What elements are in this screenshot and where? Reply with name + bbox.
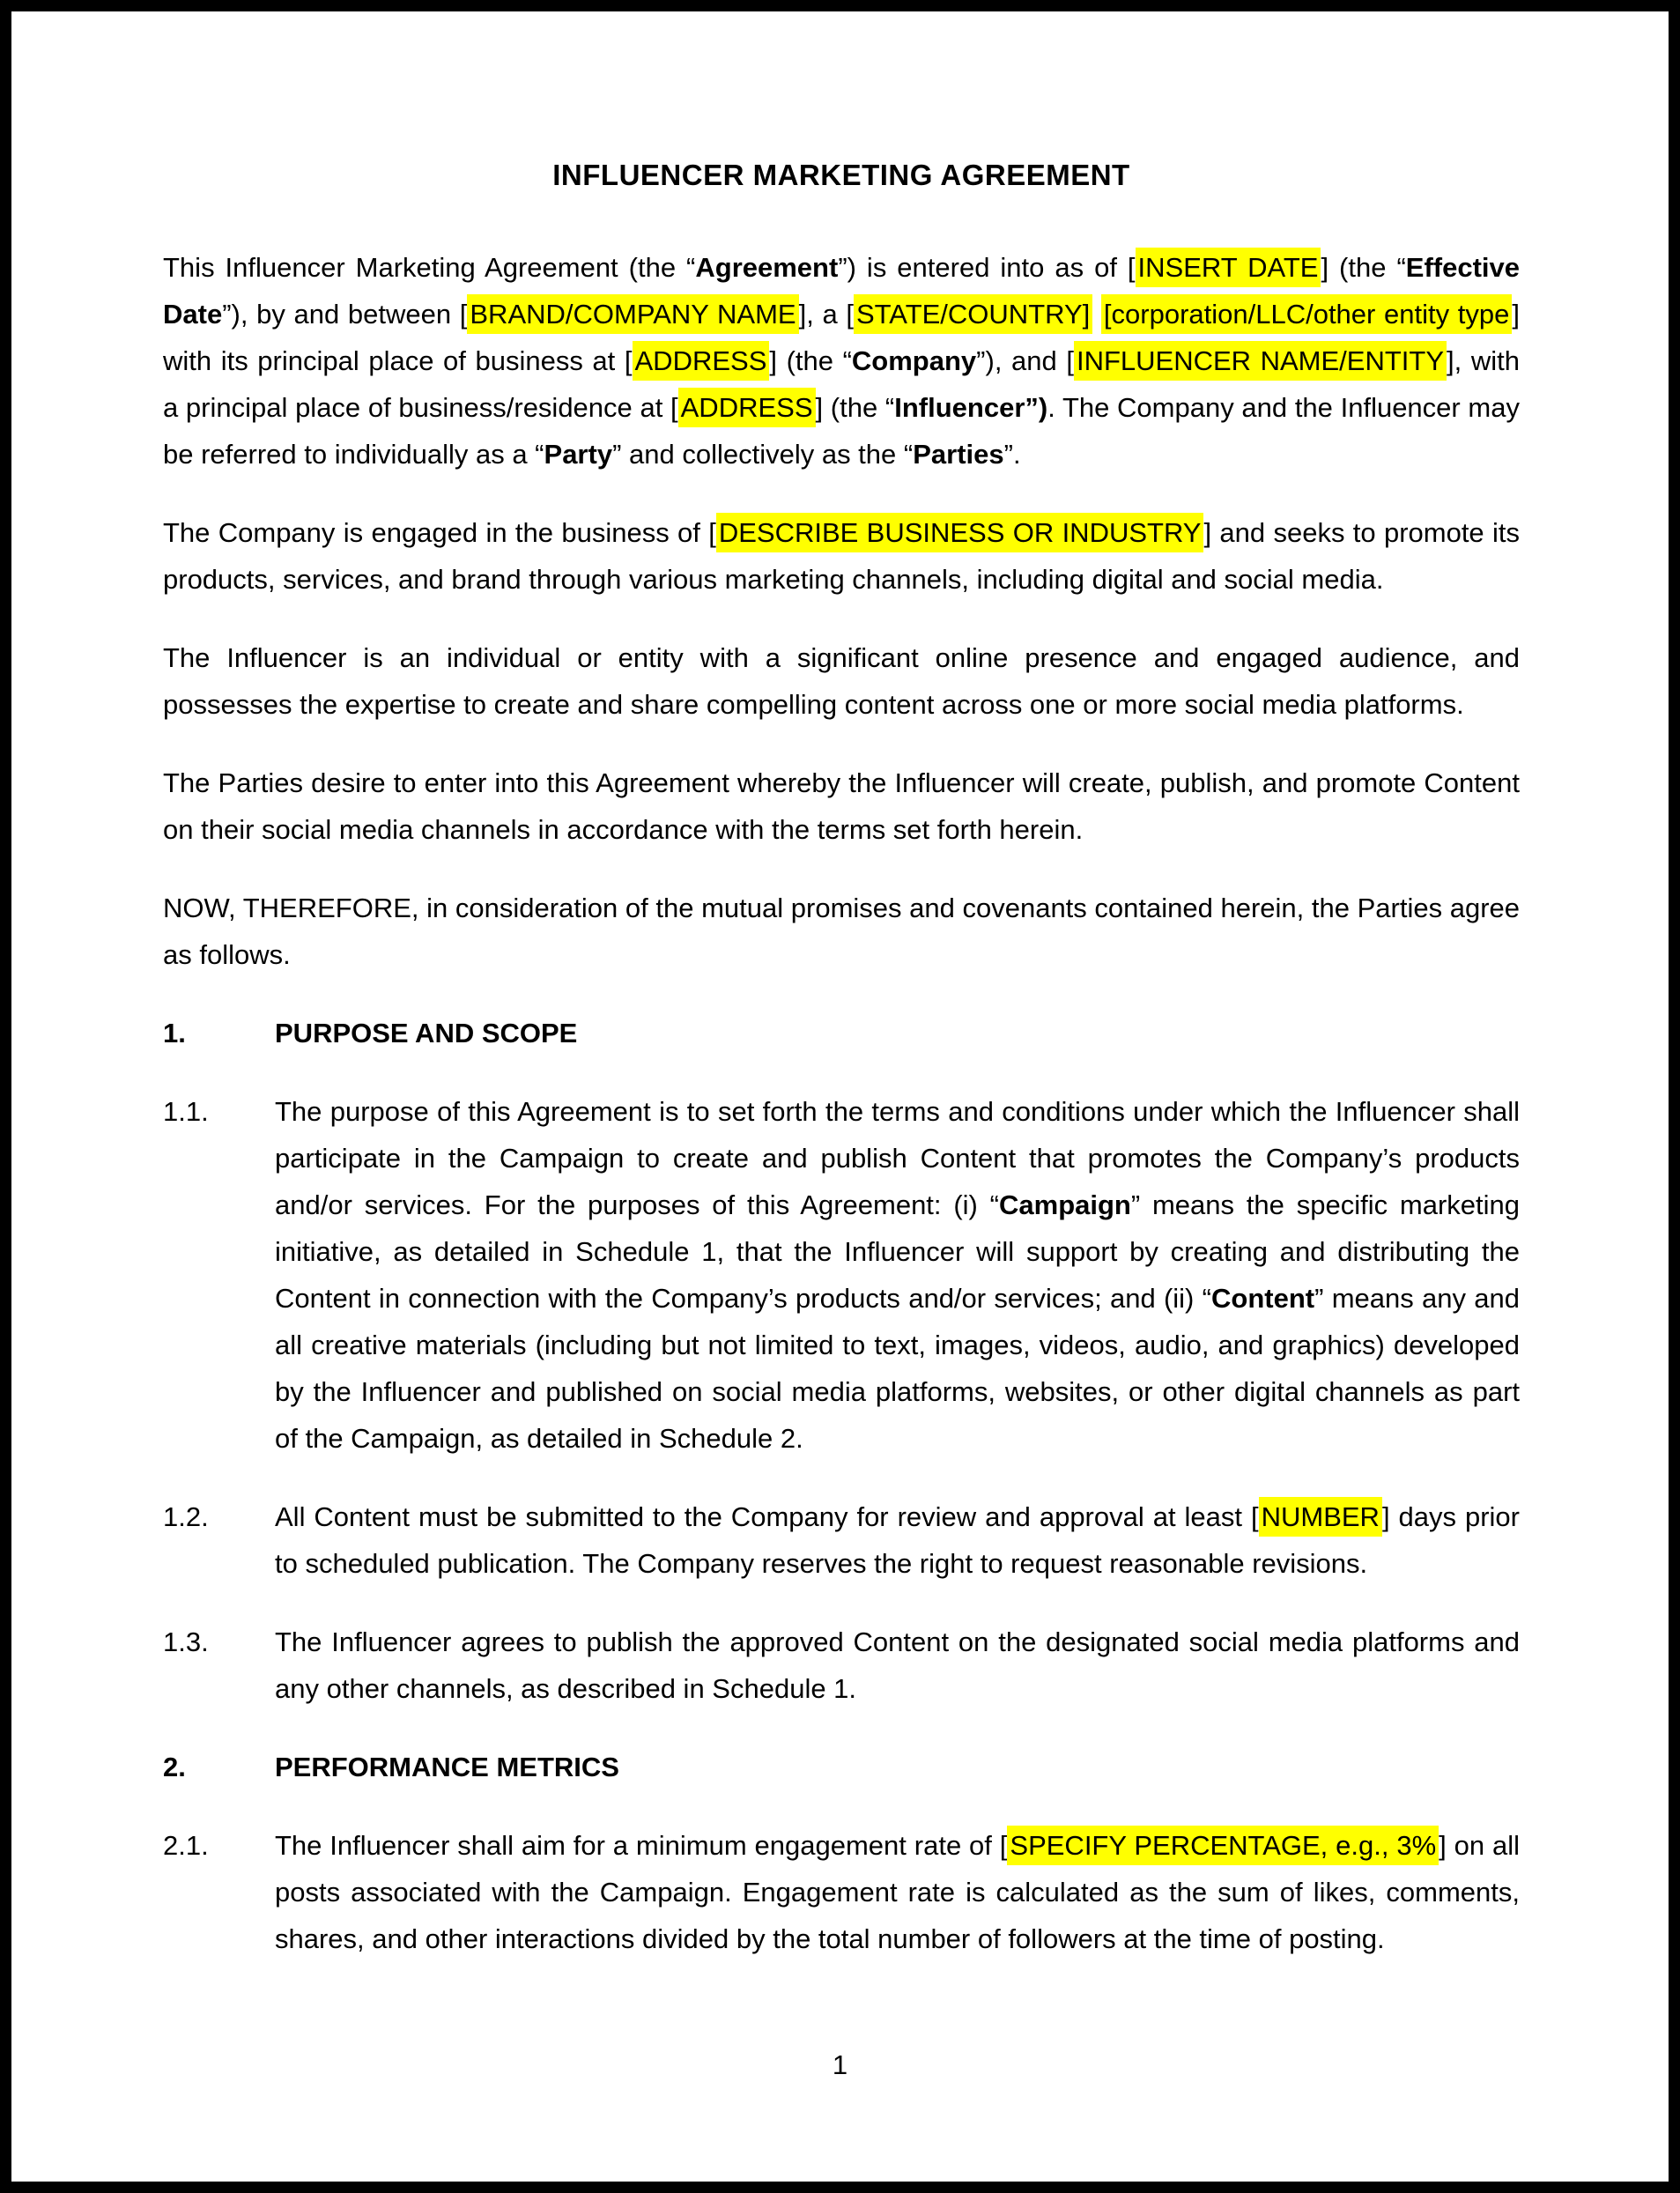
clause-text: [275, 1822, 1520, 1962]
placeholder-highlight: SPECIFY PERCENTAGE, e.g., 3%: [1007, 1826, 1439, 1865]
placeholder-highlight: INFLUENCER NAME/ENTITY: [1074, 341, 1447, 381]
placeholder-highlight: STATE/COUNTRY]: [854, 294, 1092, 334]
text-run: ” means the specific marketing initiative, as detailed in Schedule 1, that the Influencer will support by creating and distributing the Content in connection with the Company’s products and/or services; and (ii) “: [275, 1189, 1520, 1314]
text-run: ] (the “: [1321, 252, 1406, 283]
defined-term: Influencer”): [894, 392, 1048, 423]
clause-text: [275, 1619, 1520, 1712]
defined-term: Agreement: [695, 252, 839, 283]
defined-term: Campaign: [999, 1189, 1131, 1220]
text-run: All Content must be submitted to the Company for review and approval at least [: [275, 1501, 1259, 1532]
section-number: 1.: [163, 1018, 186, 1048]
text-run: ] days prior to scheduled publication. The Company reserves the right to request reasonable revisions.: [275, 1501, 1520, 1579]
clause-number: 1.2.: [163, 1501, 209, 1532]
paragraph: [163, 244, 1520, 478]
document-content: [11, 11, 1669, 1962]
text-run: ] and seeks to promote its products, services, and brand through various marketing channels, including digital and social media.: [163, 517, 1520, 595]
text-run: ], a [: [798, 299, 854, 330]
placeholder-highlight: ADDRESS: [678, 388, 816, 427]
text-run: The Influencer agrees to publish the approved Content on the designated social media platforms and any other channels, as described in Schedule 1.: [275, 1626, 1520, 1704]
defined-term: Effective Date: [163, 252, 1521, 330]
placeholder-highlight: DESCRIBE BUSINESS OR INDUSTRY: [716, 513, 1204, 552]
text-run: ”) is entered into as of [: [838, 252, 1136, 283]
clause-number: 2.1.: [163, 1830, 209, 1861]
placeholder-highlight: NUMBER: [1259, 1497, 1382, 1537]
page-title: INFLUENCER MARKETING AGREEMENT: [552, 159, 1130, 191]
text-run: ], with a principal place of business/residence at [: [163, 345, 1520, 423]
text-run: [1092, 299, 1101, 330]
text-run: The Influencer is an individual or entity with a significant online presence and engaged audience, and possesses the expertise to create and share compelling content across one or more social media platforms.: [163, 642, 1520, 720]
section-title: PERFORMANCE METRICS: [275, 1752, 619, 1782]
text-run: ] on all posts associated with the Campaign. Engagement rate is calculated as the sum of likes, comments, shares, and other interactions divided by the total number of followers at the time of posting.: [275, 1830, 1521, 1954]
defined-term: Party: [544, 439, 613, 470]
clause-number: 1.1.: [163, 1096, 209, 1127]
placeholder-highlight: INSERT DATE: [1136, 248, 1321, 287]
clause-text: [275, 1493, 1520, 1587]
section-heading: [163, 1010, 1520, 1056]
paragraph: [163, 509, 1520, 603]
text-run: The Company is engaged in the business of [: [163, 517, 716, 548]
text-run: ” and collectively as the “: [612, 439, 914, 470]
document-body: [163, 244, 1520, 1962]
text-run: ] (the “: [815, 392, 895, 423]
text-run: ” means any and all creative materials (including but not limited to text, images, videos, audio, and graphics) developed by the Influencer and published on social media platforms, websites, or other digital channels as part of the Campaign, as detailed in Schedule 2.: [275, 1283, 1520, 1454]
placeholder-highlight: ADDRESS: [633, 341, 770, 381]
page-number: 1: [832, 2049, 848, 2080]
text-run: ”.: [1003, 439, 1021, 470]
defined-term: Company: [851, 345, 977, 376]
text-run: . The Company and the Influencer may be referred to individually as a “: [163, 392, 1520, 470]
numbered-clause: [163, 1493, 1520, 1587]
text-run: This Influencer Marketing Agreement (the “: [163, 252, 696, 283]
placeholder-highlight: [corporation/LLC/other entity type: [1101, 294, 1512, 334]
defined-term: Parties: [913, 439, 1004, 470]
numbered-clause: [163, 1822, 1520, 1962]
paragraph: [163, 759, 1520, 853]
text-run: ”), by and between [: [222, 299, 468, 330]
clause-text: [275, 1088, 1520, 1462]
text-run: ] (the “: [769, 345, 852, 376]
section-number: 2.: [163, 1752, 186, 1782]
defined-term: Content: [1211, 1283, 1315, 1314]
text-run: The Parties desire to enter into this Agreement whereby the Influencer will create, publish, and promote Content on their social media channels in accordance with the terms set forth herein.: [163, 767, 1520, 845]
numbered-clause: [163, 1619, 1520, 1712]
text-run: ”), and [: [976, 345, 1074, 376]
numbered-clause: [163, 1088, 1520, 1462]
section-title: PURPOSE AND SCOPE: [275, 1018, 578, 1048]
text-run: The Influencer shall aim for a minimum engagement rate of [: [275, 1830, 1008, 1861]
text-run: ] with its principal place of business at [: [163, 299, 1520, 376]
text-run: The purpose of this Agreement is to set forth the terms and conditions under which the Influencer shall participate in the Campaign to create and publish Content that promotes the Company’s products and/or services. For the purposes of this Agreement: (i) “: [275, 1096, 1520, 1220]
section-heading: [163, 1744, 1520, 1790]
paragraph: [163, 634, 1520, 728]
clause-number: 1.3.: [163, 1626, 209, 1657]
text-run: NOW, THEREFORE, in consideration of the mutual promises and covenants contained herein, the Parties agree as follows.: [163, 893, 1520, 970]
placeholder-highlight: BRAND/COMPANY NAME: [467, 294, 798, 334]
paragraph: [163, 885, 1520, 978]
